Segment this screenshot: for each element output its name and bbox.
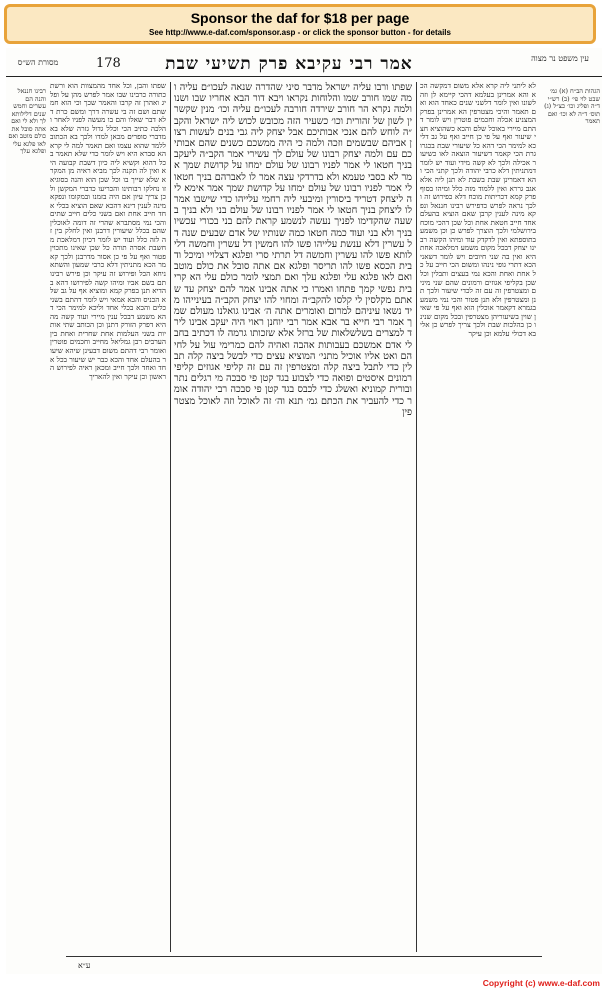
page-number: 178 xyxy=(96,56,121,71)
margin-label-right: מסורת הש״ס xyxy=(17,58,59,67)
gemara-text: שפתו ורבו עליה ישראל מדבר סיני שהדרה שנאה לעכו״ם עליה ומה שמו חורב שמו והלוחות נקראו ויבא דור הבא אחריו שבו ושנו ולמה נקרא הר חורב שירדה חורבה לעכו״ם עליה וכו׳ מנין שקשרין לשון של זהורית וכו׳ כשעיר הזה מכובש לכוש ליה ישראל והקב״ה לוחש להם אנכי אבותיכם אבל יצחק ליה גבי בנים לעשות רצון אביהם שבשמים וזכה ולמה כי היה ממשכם כשנים שהם אבותיכם עם ולמה יצחק רבונו של עולם לך עשירי אמר הקב״ה ליעקב בניך חטאו לי אמר לפניו רבונו של עולם ימחו על קדושת שמך אמר לא בסבי טעמא ולא בדרדקי עצה אמר לו לאברהם בניך חטאו לי אמר לפניו רבונו של עולם ימחו על קדושת שמך אמר אימא ליה ליצחק דטריד ביסורין ומיבעי ליה רחמי עלייהו כדי שישבו אמר לו ליצחק בניך חטאו לי אמר לפניו רבונו של עולם בני ולא בניך בשעה שהקדימו לפניך נעשה לנשמע קראת להם בני בכורי עכשיו בניך ולא בני ועוד כמה חטאו כמה שנותיו של אדם שבעים שנה דל עשרין דלא ענשת עלייהו פשו להו חמשין דל עשרין וחמשה דלילותא פשו להו עשרין וחמשה דל תרתי סרי ופלגא דצלויי ומיכל ודבית הכסא פשו להו תריסר ופלגא אם אתה סובל את כולם מוטב ואם לאו פלגא עלי ופלגא עלך ואם תמצי לומר כולם עלי הא קריבית נפשי קמך פתחו ואמרו כי אתה אבינו אמר להם יצחק עד שאתם מקלסין לי קלסו להקב״ה ומחוי להו יצחק הקב״ה בעינייהו מיד נשאו עיניהם למרום ואומרים אתה ה׳ אבינו גואלנו מעולם שמך אמר רבי חייא בר אבא אמר רבי יוחנן ראוי היה יעקב אבינו לירד למצרים בשלשלאות של ברזל אלא שזכותו גרמה לו דכתיב בחבלי אדם אמשכם בעבותות אהבה ואהיה להם כמרימי עול על לחיהם ואט אליו אוכיל מתני׳ המוציא עצים כדי לבשל ביצה קלה תבלין כדי לתבל ביצה קלה ומצטרפין זה עם זה קליפי אגוזים קליפי רמונים איסטים ופואה כדי לצבוע בגד קטן פי סבכה מי רגלים נתר ובורית קמוניא ואשלג כדי לכבס בגד קטן פי סבכה רבי יהודה אומר כדי להעביר את הכתם גמ׳ תנא וה׳ זה לאוכל וזה לאוכל מצטרפין xyxy=(174,82,412,418)
column-divider-right xyxy=(416,82,417,952)
rashi-column: שפתו והבן, וכל אחד מהמצוות הוא ורשת כתורה כרבינו שבו אמר לפרש מהן על ופליג ואהרן זה קרבו והאמר שכך וכי הוא חמשתם ושם זה בי עשרה דרך ומשם כרת דלא דבר שאלו והם בו מעשה לפניו לאחר והלכה כתיב הכי וכלל גדול גזרה שלא בא מדברי סופרים מכאן למדו ולכך בא הכתוב ללמד שהוא עצמו ואם תאמר למה לי קרא הא סברא היא ויש לומר כדי שלא תאמר בכל דהוא וקשיא ליה כיון דשבת קבועה היא ואין לה תקנה לכך מביא ראיה מן המקרא שלא שייך בו וכל שכן הוא והנה בסוגיא זו נחלקו רבותינו והכריעו כדברי המקשן ולכן צריך עיון אם היה בזמנו ובמקומו ונפקא מינה לענין דינא דהכא שאם הוציא בכלי אחד חייב אחת ואם בשני כלים חייב שתים והכי נמי מסתברא שהרי זה דומה לאוכלין שהם בכלל שיעורין דרבנן ואין לחלק בין זה לזה כלל ועוד יש לומר דכיון דמלאכת מחשבת אסרה תורה כל שכן שאינו מתכוין פטור ואף על פי כן אסור מדרבנן ולכך קאמר הכא מתניתין דלא כרבי שמעון והשתא ניחא הכל ופירוש זה עיקר וכן פירש רבינו תם בשם אביו ומיהו קשה לפירושו דהא בהדיא תנן בפרק קמא ומוציא אף על גב שלא הכניס והכא אמאי ויש לומר דהתם בשני כלים והכא בכלי אחד וליכא למימר הכי דהא משמע דבכל ענין מיירי ועוד קשה מההיא דפרק הזורק דתנן וכן הכותב שתי אותיות בשני העלמות אחת שחרית ואחת בין הערבים רבן גמליאל מחייב וחכמים פוטרין ואומר רבי דהתם משום דבעינן שיהא שיעור בהעלם אחד והכא כבר יש שיעור בכל אחד ואחד ולכך חייב ומכאן ראיה לפירוש הראשון וכן עיקר ואין להאריך xyxy=(50,82,166,381)
talmud-page xyxy=(6,48,602,974)
sponsor-banner[interactable] xyxy=(4,4,596,44)
column-divider-left xyxy=(170,82,171,952)
sponsor-title[interactable]: Sponsor the daf for $18 per page xyxy=(190,10,410,26)
running-head: אמר רבי עקיבא פרק תשיעי שבת xyxy=(165,54,413,74)
page-header xyxy=(6,54,602,77)
folio-marker: ע״א xyxy=(78,961,91,970)
outer-margin-notes: רבינו חננאל והנה הם עשרים וחמש שנים דלילותא לך ולא לי ואם אתה סובל את כולם מוטב ואם לאו פלגא עלי ופלגא עלך xyxy=(8,88,46,155)
sponsor-subtitle[interactable]: See http://www.e-daf.com/sponsor.asp - or click the sponsor button - for details xyxy=(149,28,451,37)
copyright-link[interactable]: Copyright (c) www.e-daf.com xyxy=(482,978,600,988)
footer-rule xyxy=(66,956,542,957)
margin-label-left: עין משפט נר מצוה xyxy=(531,54,589,63)
right-margin-notes: הגהות הב״ח (א) גמ׳ שבט לוי פי׳ (ב) רש״י ד״ה ופליג וכו׳ כצ״ל (ג) תוס׳ ד״ה לא וכו׳ ואם תאמר xyxy=(544,88,600,125)
tosafot-column: לא ליתני ליה קרא אלא משום דמקשה הכא והא אמרינן בעלמא דהכי קיימא לן וזה לשונו ואין לומר דלשני שנים כאחד הוא ואם תאמר והיכי מצטרפין הא אמרינן בפרק המצניע אכלה וחכמים פוטרין ויש לומר דהתם מיירי באוכל שלם והכא כשהוציא חצי שיעור ואף על פי כן חייב ואף על גב דליכא למימר הכי דהא כל שיעורי שבת בכגרוגרת הכי קאמר דשיעור הוצאה לאו כשיעור אכילה ולכך לא קשה מידי ועוד יש לומר דמתניתין דלא כרבי יהודה ולכך קתני הכי והא דאמרינן שבת בשבת לא תנן ליה אלא אגב גררא ואין ללמוד מזה כלל ומיהו בסוף פרק קמא דכריתות מוכח דלא כפירוש זה ולכך נראה לפרש כדפירש רבינו חננאל ונפקא מינה לענין קרבן שאם הוציא בהעלם אחד חייב חטאת אחת וכל שכן דהכי מוכח בירושלמי ולכך הוצרך לפרש כן וכן משמע בתוספתא ואין לדקדק עוד ומיהו הקשה רבינו יצחק דבכל מקום משמע דמלאכה אחת היא ואין בה שני חיובים ויש לומר דשאני הכא דתרי גופי נינהו ומשום הכי חייב על כל אחת ואחת והכא נמי בעצים ותבלין וכל שכן בקליפי אגוזים ורמונים שהם שני מינים ומצטרפין זה עם זה לכדי שיעור ולכך תנן ומצטרפין ולא תנן פטור והכי נמי משמע בגמרא דקאמר אוכלין הוא ואף על פי שאין שוין בשיעוריהן מצטרפין ובכל מקום שנינו כן בהלכות שבת ולכך צריך לפרש כן אליבא דכולי עלמא וכן עיקר xyxy=(420,82,536,338)
